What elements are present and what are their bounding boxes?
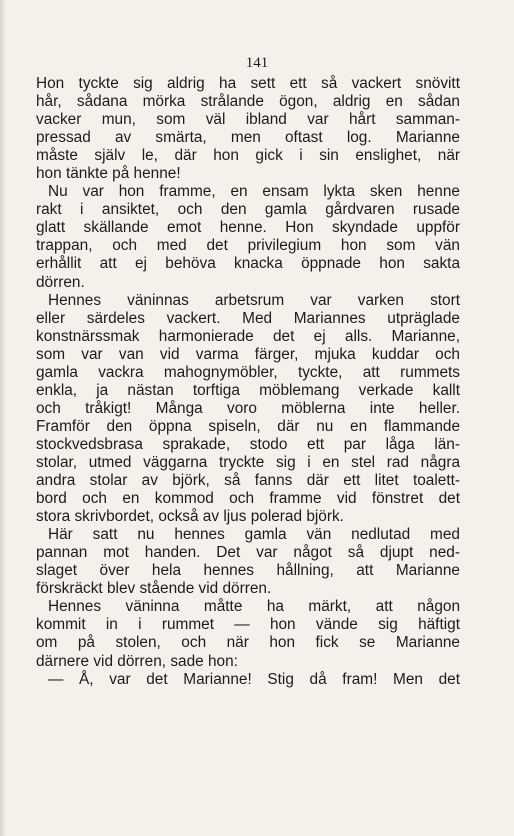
text-line: vacker mun, som väl ibland var hårt samman- <box>36 111 460 129</box>
text-line: Hon tyckte sig aldrig ha sett ett så vackert snövitt <box>36 75 460 92</box>
text-line: Hennes väninna måtte ha märkt, att någon <box>48 598 460 616</box>
text-line: erhållit att ej behöva knacka öppnade hon sakta <box>36 255 460 273</box>
text-line: Hennes väninnas arbetsrum var varken stort <box>48 291 460 309</box>
text-line: Nu var hon framme, en ensam lykta sken henne <box>48 183 460 201</box>
text-line: enkla, ja nästan torftiga möblemang verkade kallt <box>36 381 460 399</box>
text-line: dörren. <box>36 273 85 291</box>
text-line: pannan mot handen. Det var något så djupt ned- <box>36 544 460 562</box>
text-line: hår, sådana mörka strålande ögon, aldrig en sådan <box>36 93 460 111</box>
text-line: andra stolar av björk, så fanns där ett litet toalett- <box>36 472 460 490</box>
text-line: glatt skällande emot henne. Hon skyndade uppför <box>36 219 460 237</box>
body-text <box>36 75 460 689</box>
text-line: Här satt nu hennes gamla vän nedlutad med <box>48 526 460 544</box>
text-line: konstnärssmak harmonierade det ej alls. Marianne, <box>36 327 460 345</box>
text-line: bord och en kommod och framme vid fönstret det <box>36 490 460 508</box>
text-line: pressad av smärta, men oftast log. Marianne <box>36 129 460 147</box>
text-line: stora skrivbordet, också av ljus polerad björk. <box>36 508 344 526</box>
text-line: gamla vackra mahognymöbler, tyckte, att rummets <box>36 363 460 381</box>
text-line: Framför den öppna spiseln, där nu en flammande <box>36 417 460 435</box>
text-line: förskräckt blev stående vid dörren. <box>36 580 272 598</box>
text-line: hon tänkte på henne! <box>36 165 181 183</box>
text-line: kommit in i rummet — hon vände sig häftigt <box>36 616 460 634</box>
text-line: — Å, var det Marianne! Stig då fram! Men det <box>48 670 460 688</box>
text-line: om på stolen, och när hon fick se Marianne <box>36 634 460 652</box>
text-line: stockvedsbrasa sprakade, stodo ett par låga län- <box>36 435 460 453</box>
page-edge-shadow <box>0 0 6 836</box>
text-line: slaget över hela hennes hållning, att Marianne <box>36 562 460 580</box>
text-line: trappan, och med det privilegium hon som vän <box>36 237 460 255</box>
page-number: 141 <box>245 55 269 71</box>
text-line: och tråkigt! Många voro möblerna inte heller. <box>36 399 460 417</box>
text-line: rakt i ansiktet, och den gamla gårdvaren rusade <box>36 201 460 219</box>
text-line: måste själv le, där hon gick i sin enslighet, när <box>36 147 460 165</box>
text-line: därnere vid dörren, sade hon: <box>36 652 238 670</box>
text-line: stolar, utmed väggarna tryckte sig i en stel rad några <box>36 453 460 471</box>
text-line: eller särdeles vackert. Med Mariannes utpräglade <box>36 309 460 327</box>
text-line: som var van vid varma färger, mjuka kuddar och <box>36 345 460 363</box>
